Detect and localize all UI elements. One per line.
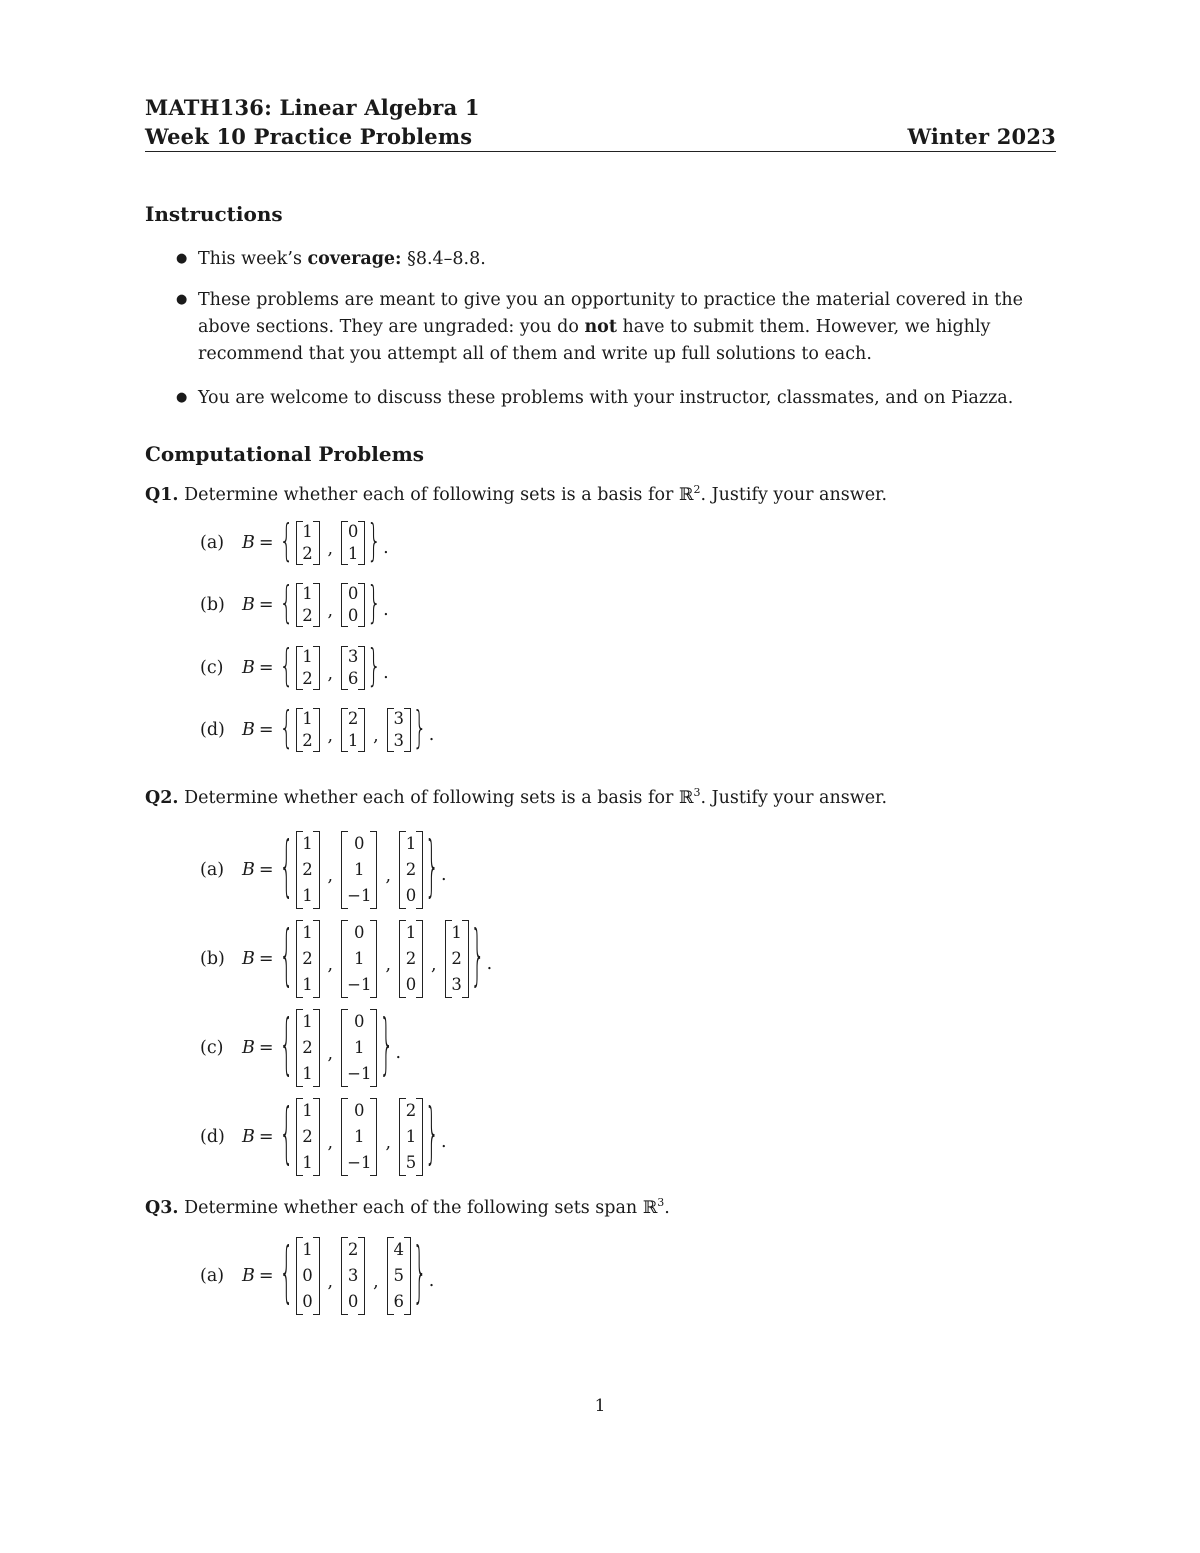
bullet-text: This week’s coverage: §8.4–8.8. xyxy=(198,249,486,269)
separator: , xyxy=(327,1133,334,1153)
vector-entry: 1 xyxy=(347,731,359,750)
column-vector xyxy=(296,583,320,627)
vector-entry: 0 xyxy=(354,1101,365,1120)
vector-entry: 0 xyxy=(347,606,359,625)
exponent: 2 xyxy=(693,483,701,496)
set-symbol: B xyxy=(242,595,255,615)
separator: , xyxy=(327,1044,334,1064)
vector-entry: 2 xyxy=(302,1127,313,1146)
sub-problem xyxy=(200,513,389,573)
header-line-2 xyxy=(145,124,1056,149)
vector-entry: 1 xyxy=(405,834,417,853)
column-vector xyxy=(341,831,377,909)
column-vector xyxy=(341,583,365,627)
vector-entry: 4 xyxy=(393,1240,404,1259)
column-vector xyxy=(445,920,469,998)
open-brace: { xyxy=(279,920,294,995)
separator: , xyxy=(385,955,392,975)
question-1 xyxy=(145,483,887,505)
column-vector xyxy=(296,521,320,565)
vector-entry: 1 xyxy=(302,1240,313,1259)
separator: , xyxy=(327,866,334,886)
set-symbol: B xyxy=(242,658,255,678)
terminator: . xyxy=(428,725,435,745)
question-label: Q2. xyxy=(145,788,179,808)
separator: , xyxy=(385,866,392,886)
exponent: 3 xyxy=(693,786,701,799)
vector-entry: 2 xyxy=(451,949,462,968)
vector-entry: 1 xyxy=(302,1101,313,1120)
course-title: MATH136: Linear Algebra 1 xyxy=(145,95,480,120)
terminator: . xyxy=(383,538,389,558)
sub-problem xyxy=(200,575,389,635)
vector-entry: 2 xyxy=(302,1038,313,1057)
set-symbol: B xyxy=(242,1127,255,1147)
vector-entry: 2 xyxy=(405,860,417,879)
vector-entry: 1 xyxy=(405,1127,417,1146)
column-vector xyxy=(296,1098,320,1176)
exponent: 3 xyxy=(657,1196,665,1209)
terminator: . xyxy=(428,1271,435,1291)
question-label: Q3. xyxy=(145,1198,179,1218)
sub-problem-label: (d) xyxy=(200,720,225,740)
vector-entry: −1 xyxy=(347,886,372,905)
sub-problem-label: (d) xyxy=(200,1127,225,1147)
question-text: Determine whether each of following sets is a basis for ℝ xyxy=(184,788,694,808)
close-brace: } xyxy=(367,517,382,567)
vector-entry: 3 xyxy=(393,709,404,728)
separator: , xyxy=(327,726,334,746)
vector-entry: 1 xyxy=(302,923,313,942)
equals-sign: = xyxy=(258,720,274,740)
question-2 xyxy=(145,786,887,808)
open-brace: { xyxy=(279,1237,294,1312)
vector-entry: 0 xyxy=(354,834,365,853)
sub-problem-label: (a) xyxy=(200,1266,225,1286)
vector-entry: 0 xyxy=(405,886,417,905)
set-symbol: B xyxy=(242,720,255,740)
sub-problem xyxy=(200,1006,401,1090)
close-brace: } xyxy=(412,704,427,754)
set-symbol: B xyxy=(242,533,255,553)
instructions-heading: Instructions xyxy=(145,202,283,226)
vector-entry: 2 xyxy=(302,669,313,688)
vector-entry: 1 xyxy=(347,544,359,563)
vector-entry: 3 xyxy=(393,731,404,750)
sub-problem xyxy=(200,700,434,760)
computational-heading: Computational Problems xyxy=(145,442,425,466)
open-brace: { xyxy=(279,704,294,754)
vector-entry: 1 xyxy=(302,834,313,853)
sub-problem-label: (a) xyxy=(200,533,225,553)
vector-entry: 0 xyxy=(302,1292,313,1311)
column-vector xyxy=(387,1237,411,1315)
vector-entry: 1 xyxy=(302,1064,313,1083)
open-brace: { xyxy=(279,642,294,692)
open-brace: { xyxy=(279,579,294,629)
sub-problem xyxy=(200,1095,447,1179)
column-vector xyxy=(341,1009,377,1087)
vector-entry: −1 xyxy=(347,1153,372,1172)
equals-sign: = xyxy=(258,1038,274,1058)
sub-problem xyxy=(200,638,389,698)
set-symbol: B xyxy=(242,1266,255,1286)
terminator: . xyxy=(441,1132,447,1152)
vector-entry: 3 xyxy=(347,647,359,666)
close-brace: } xyxy=(367,579,382,629)
equals-sign: = xyxy=(258,860,274,880)
vector-entry: 2 xyxy=(347,709,359,728)
vector-entry: 0 xyxy=(347,1292,359,1311)
column-vector xyxy=(296,646,320,690)
sub-problem xyxy=(200,828,447,912)
question-text-end: . Justify your answer. xyxy=(700,485,888,505)
equals-sign: = xyxy=(258,595,274,615)
vector-entry: 3 xyxy=(347,1266,359,1285)
vector-entry: 1 xyxy=(354,860,365,879)
column-vector xyxy=(341,1098,377,1176)
vector-entry: −1 xyxy=(347,975,372,994)
vector-entry: 1 xyxy=(302,647,313,666)
separator: , xyxy=(431,955,437,975)
vector-entry: 6 xyxy=(393,1292,404,1311)
vector-entry: 1 xyxy=(302,522,313,541)
vector-entry: 2 xyxy=(302,731,313,750)
set-symbol: B xyxy=(242,949,255,969)
vector-entry: 1 xyxy=(354,949,365,968)
equals-sign: = xyxy=(258,658,274,678)
close-brace: } xyxy=(412,1237,427,1312)
vector-entry: 2 xyxy=(302,606,313,625)
bullet-text: These problems are meant to give you an opportunity to practice the material covered in the above sections. They are ungraded: you do not have to submit them. However, we highly recommend that you attempt all of them and write up full solutions to each. xyxy=(198,290,1023,364)
vector-entry: 3 xyxy=(451,975,462,994)
terminator: . xyxy=(383,663,389,683)
open-brace: { xyxy=(279,831,294,906)
header-rule xyxy=(145,151,1056,152)
vector-entry: 1 xyxy=(302,975,313,994)
close-brace: } xyxy=(379,1009,394,1084)
column-vector xyxy=(341,1237,365,1315)
column-vector xyxy=(341,646,365,690)
vector-entry: 2 xyxy=(302,949,313,968)
vector-entry: −1 xyxy=(347,1064,372,1083)
question-text: Determine whether each of the following sets span ℝ xyxy=(184,1198,658,1218)
bullet-dot-icon: ● xyxy=(176,292,188,307)
terminator: . xyxy=(441,865,447,885)
separator: , xyxy=(373,1272,379,1292)
bullet-dot-icon: ● xyxy=(176,390,188,405)
equals-sign: = xyxy=(258,533,274,553)
separator: , xyxy=(327,664,334,684)
vector-entry: 0 xyxy=(405,975,417,994)
terminator: . xyxy=(486,954,493,974)
separator: , xyxy=(327,955,334,975)
vector-entry: 1 xyxy=(354,1127,365,1146)
vector-entry: 2 xyxy=(302,860,313,879)
open-brace: { xyxy=(279,517,294,567)
separator: , xyxy=(327,1272,334,1292)
equals-sign: = xyxy=(258,1266,274,1286)
close-brace: } xyxy=(470,920,485,995)
separator: , xyxy=(327,601,334,621)
open-brace: { xyxy=(279,1098,294,1173)
term: Winter 2023 xyxy=(907,124,1056,149)
vector-entry: 1 xyxy=(302,1153,313,1172)
vector-entry: 5 xyxy=(405,1153,417,1172)
separator: , xyxy=(327,539,334,559)
column-vector xyxy=(341,708,365,752)
column-vector xyxy=(296,708,320,752)
vector-entry: 0 xyxy=(302,1266,313,1285)
vector-entry: 0 xyxy=(347,584,359,603)
vector-entry: 0 xyxy=(354,1012,365,1031)
equals-sign: = xyxy=(258,949,274,969)
column-vector xyxy=(341,920,377,998)
separator: , xyxy=(385,1133,392,1153)
column-vector xyxy=(399,1098,423,1176)
question-text-end: . Justify your answer. xyxy=(700,788,888,808)
column-vector xyxy=(296,1237,320,1315)
question-text-end: . xyxy=(664,1198,670,1218)
set-symbol: B xyxy=(242,860,255,880)
vector-entry: 5 xyxy=(393,1266,404,1285)
vector-entry: 1 xyxy=(354,1038,365,1057)
column-vector xyxy=(296,1009,320,1087)
close-brace: } xyxy=(425,831,440,906)
sub-problem-label: (a) xyxy=(200,860,225,880)
vector-entry: 2 xyxy=(347,1240,359,1259)
bullet-dot-icon: ● xyxy=(176,251,188,266)
vector-entry: 1 xyxy=(451,923,462,942)
question-label: Q1. xyxy=(145,485,179,505)
separator: , xyxy=(373,726,379,746)
sub-problem-label: (c) xyxy=(200,658,224,678)
column-vector xyxy=(399,920,423,998)
vector-entry: 2 xyxy=(405,949,417,968)
vector-entry: 1 xyxy=(405,923,417,942)
vector-entry: 1 xyxy=(302,1012,313,1031)
terminator: . xyxy=(395,1043,402,1063)
vector-entry: 1 xyxy=(302,709,313,728)
sub-problem xyxy=(200,1234,434,1318)
set-symbol: B xyxy=(242,1038,255,1058)
page-number: 1 xyxy=(594,1396,606,1416)
column-vector xyxy=(341,521,365,565)
vector-entry: 2 xyxy=(302,544,313,563)
terminator: . xyxy=(383,600,389,620)
vector-entry: 2 xyxy=(405,1101,417,1120)
vector-entry: 1 xyxy=(302,584,313,603)
question-text: Determine whether each of following sets is a basis for ℝ xyxy=(184,485,694,505)
question-3 xyxy=(145,1196,670,1218)
vector-entry: 0 xyxy=(347,522,359,541)
vector-entry: 1 xyxy=(302,886,313,905)
vector-entry: 0 xyxy=(354,923,365,942)
sub-problem-label: (b) xyxy=(200,949,225,969)
column-vector xyxy=(296,831,320,909)
equals-sign: = xyxy=(258,1127,274,1147)
week-title: Week 10 Practice Problems xyxy=(145,124,473,149)
vector-entry: 6 xyxy=(347,669,359,688)
close-brace: } xyxy=(425,1098,440,1173)
sub-problem-label: (b) xyxy=(200,595,225,615)
sub-problem-label: (c) xyxy=(200,1038,224,1058)
bullet-text: You are welcome to discuss these problems with your instructor, classmates, and on Piazza. xyxy=(198,388,1014,408)
column-vector xyxy=(387,708,411,752)
column-vector xyxy=(296,920,320,998)
close-brace: } xyxy=(367,642,382,692)
sub-problem xyxy=(200,917,492,1001)
column-vector xyxy=(399,831,423,909)
open-brace: { xyxy=(279,1009,294,1084)
